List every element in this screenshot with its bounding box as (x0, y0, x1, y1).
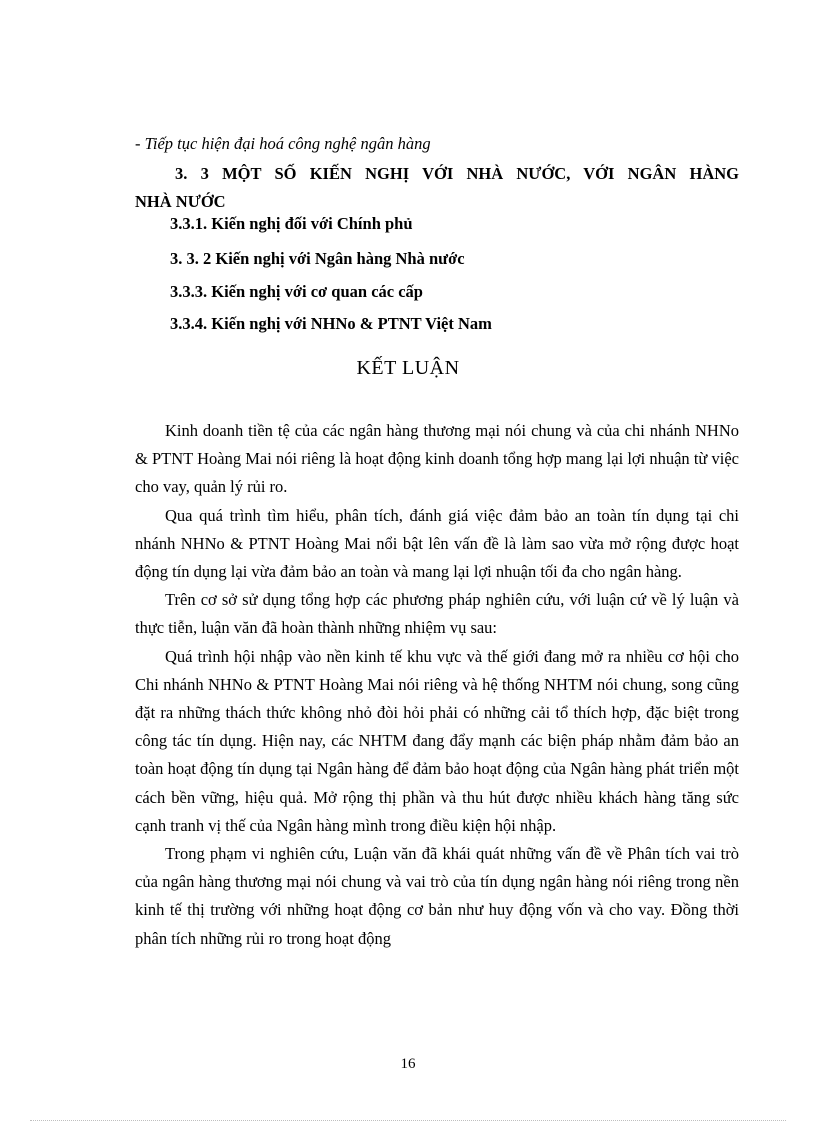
conclusion-body (135, 417, 739, 953)
page-footer-divider (30, 1120, 786, 1121)
paragraph-2: Qua quá trình tìm hiểu, phân tích, đánh giá việc đảm bảo an toàn tín dụng tại chi nhánh NHNo & PTNT Hoàng Mai nổi bật lên vấn đề là làm sao vừa mở rộng được hoạt động tín dụng lại vừa đảm bảo an toàn và mang lại lợi nhuận tối đa cho ngân hàng. (135, 505, 739, 582)
subsection-heading-2: 3. 3. 2 Kiến nghị với Ngân hàng Nhà nước (170, 249, 465, 268)
subsection-heading-1: 3.3.1. Kiến nghị đối với Chính phủ (170, 214, 413, 233)
bullet-line: - Tiếp tục hiện đại hoá công nghệ ngân hàng (135, 134, 431, 153)
subsection-heading-4: 3.3.4. Kiến nghị với NHNo & PTNT Việt Nam (170, 314, 492, 333)
conclusion-title: KẾT LUẬN (356, 357, 460, 379)
paragraph-4: Quá trình hội nhập vào nền kinh tế khu vực và thế giới đang mở ra nhiều cơ hội cho Chi nhánh NHNo & PTNT Hoàng Mai nói riêng và hệ thống NHTM nói chung, song cũng đặt ra những thách thức không nhỏ đòi hỏi phải có những cải tổ thích hợp, đặc biệt trong công tác tín dụng. Hiện nay, các NHTM đang đẩy mạnh các biện pháp nhằm đảm bảo an toàn hoạt động tín dụng tại Ngân hàng để đảm bảo hoạt động của Ngân hàng phát triển một cách bền vững, hiệu quả. Mở rộng thị phần và thu hút được nhiều khách hàng tăng sức cạnh tranh vị thế của Ngân hàng mình trong điều kiện hội nhập. (135, 646, 739, 835)
paragraph-3: Trên cơ sở sử dụng tổng hợp các phương pháp nghiên cứu, với luận cứ về lý luận và thực tiễn, luận văn đã hoàn thành những nhiệm vụ sau: (135, 590, 739, 638)
section-heading-line-2: NHÀ NƯỚC (135, 192, 226, 211)
subsection-heading-3: 3.3.3. Kiến nghị với cơ quan các cấp (170, 282, 423, 301)
section-heading-line-1: 3. 3 MỘT SỐ KIẾN NGHỊ VỚI NHÀ NƯỚC, VỚI NGÂN HÀNG (175, 164, 739, 183)
page-number: 16 (400, 1056, 416, 1072)
paragraph-5: Trong phạm vi nghiên cứu, Luận văn đã khái quát những vấn đề về Phân tích vai trò của ngân hàng thương mại nói chung và vai trò của tín dụng ngân hàng nói riêng trong nền kinh tế thị trường với những hoạt động cơ bản như huy động vốn và cho vay. Đồng thời phân tích những rủi ro trong hoạt động (135, 844, 739, 948)
section-heading (135, 160, 739, 216)
paragraph-1: Kinh doanh tiền tệ của các ngân hàng thương mại nói chung và của chi nhánh NHNo & PTNT Hoàng Mai nói riêng là hoạt động kinh doanh tổng hợp mang lại lợi nhuận từ việc cho vay, quản lý rủi ro. (135, 421, 739, 497)
